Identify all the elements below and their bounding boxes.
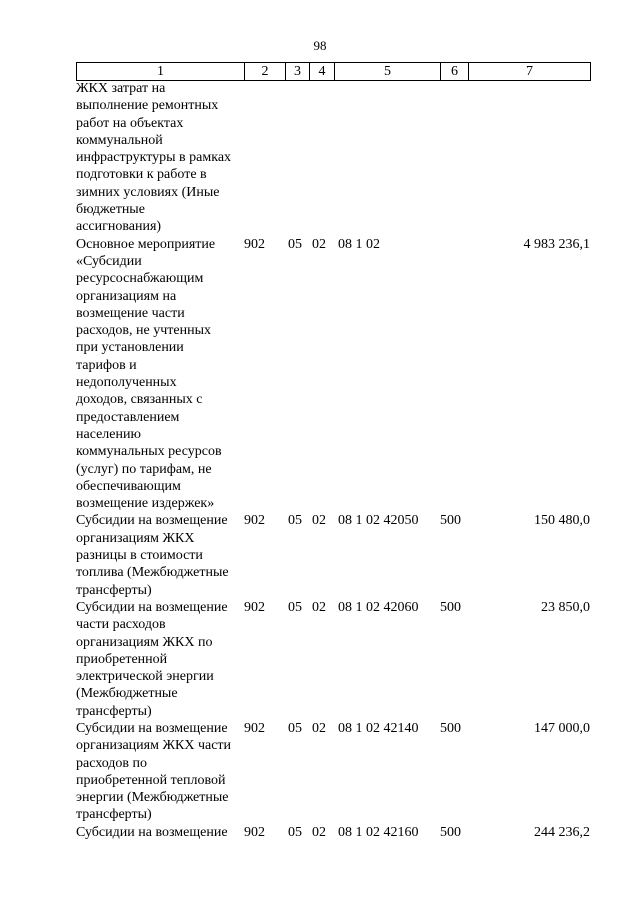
cell-section: 05 [288,513,302,529]
column-header-3: 3 [286,63,310,81]
cell-target-item: 08 1 02 42050 [338,513,419,529]
cell-section: 05 [288,236,302,252]
row-name-line: Субсидии на возмещение [76,599,228,615]
cell-ministry-code: 902 [244,236,265,252]
row-name [76,599,244,720]
row-name-line: подготовки к работе в [76,167,207,183]
row-name-line: Субсидии на возмещение [76,720,228,736]
row-name-line: Субсидии на возмещение [76,824,228,840]
cell-amount: 147 000,0 [534,720,590,736]
row-name-line: Основное мероприятие [76,236,216,252]
row-name-line: коммунальной [76,132,163,148]
cell-target-item: 08 1 02 [338,236,380,252]
row-name-line: организациям ЖКХ [76,530,195,546]
row-name-line: (Межбюджетные [76,686,178,702]
column-header-7: 7 [469,63,591,81]
cell-target-item: 08 1 02 42060 [338,599,419,615]
row-name-line: организациям ЖКХ части [76,738,232,754]
table-row [76,824,590,841]
column-header-2: 2 [245,63,286,81]
table-row [76,80,590,236]
row-name-line: при установлении [76,340,184,356]
cell-section: 05 [288,824,302,840]
cell-expense-type: 500 [440,513,461,529]
row-name [76,236,244,513]
row-name-line: тарифов и [76,357,137,373]
row-name-line: приобретенной [76,651,168,667]
cell-subsection: 02 [312,824,326,840]
cell-amount: 23 850,0 [541,599,590,615]
cell-subsection: 02 [312,513,326,529]
column-header-1: 1 [77,63,245,81]
cell-target-item: 08 1 02 42140 [338,720,419,736]
row-name-line: организациям ЖКХ по [76,634,213,650]
row-name-line: населению [76,426,141,442]
column-header-5: 5 [335,63,441,81]
cell-amount: 244 236,2 [534,824,590,840]
row-name [76,720,244,824]
column-header-6: 6 [441,63,469,81]
row-name-line: возмещение части [76,305,185,321]
row-name-line: «Субсидии [76,253,142,269]
column-header-4: 4 [310,63,335,81]
row-name-line: выполнение ремонтных [76,98,219,114]
row-name-line: трансферты) [76,807,152,823]
cell-subsection: 02 [312,720,326,736]
cell-expense-type: 500 [440,824,461,840]
cell-ministry-code: 902 [244,599,265,615]
cell-ministry-code: 902 [244,720,265,736]
row-name-line: приобретенной тепловой [76,772,226,788]
row-name [76,80,244,236]
column-header-table [76,62,591,81]
table-row [76,720,590,824]
row-name-line: разницы в стоимости [76,548,203,564]
budget-table-body [76,80,590,841]
row-name-line: доходов, связанных с [76,392,203,408]
row-name-line: предоставлением [76,409,180,425]
row-name-line: (услуг) по тарифам, не [76,461,212,477]
row-name-line: возмещение издержек» [76,496,215,512]
table-row [76,599,590,720]
row-name-line: недополученных [76,375,177,391]
row-name-line: Субсидии на возмещение [76,513,228,529]
row-name-line: организациям на [76,288,177,304]
row-name [76,512,244,598]
row-name-line: энергии (Межбюджетные [76,790,229,806]
row-name-line: топлива (Межбюджетные [76,565,229,581]
cell-amount: 4 983 236,1 [523,236,590,252]
row-name-line: трансферты) [76,582,152,598]
row-name-line: инфраструктуры в рамках [76,150,232,166]
row-name-line: работ на объектах [76,115,184,131]
row-name-line: бюджетные [76,202,145,218]
row-name-line: электрической энергии [76,669,214,685]
row-name-line: трансферты) [76,703,152,719]
row-name-line: части расходов [76,617,166,633]
row-name-line: коммунальных ресурсов [76,444,222,460]
cell-target-item: 08 1 02 42160 [338,824,419,840]
row-name-line: ресурсоснабжающим [76,271,204,287]
cell-expense-type: 500 [440,720,461,736]
cell-subsection: 02 [312,599,326,615]
page-number: 98 [313,38,327,53]
row-name-line: ЖКХ затрат на [76,81,166,96]
table-row [76,512,590,598]
cell-ministry-code: 902 [244,513,265,529]
row-name-line: зимних условиях (Иные [76,184,220,200]
row-name-line: обеспечивающим [76,478,181,494]
row-name-line: расходов по [76,755,148,771]
row-name-line: расходов, не учтенных [76,323,212,339]
cell-section: 05 [288,599,302,615]
cell-amount: 150 480,0 [534,513,590,529]
cell-section: 05 [288,720,302,736]
cell-expense-type: 500 [440,599,461,615]
table-row [76,236,590,513]
column-header-row [77,63,591,81]
row-name [76,824,244,841]
row-name-line: ассигнования) [76,219,162,235]
cell-ministry-code: 902 [244,824,265,840]
cell-subsection: 02 [312,236,326,252]
